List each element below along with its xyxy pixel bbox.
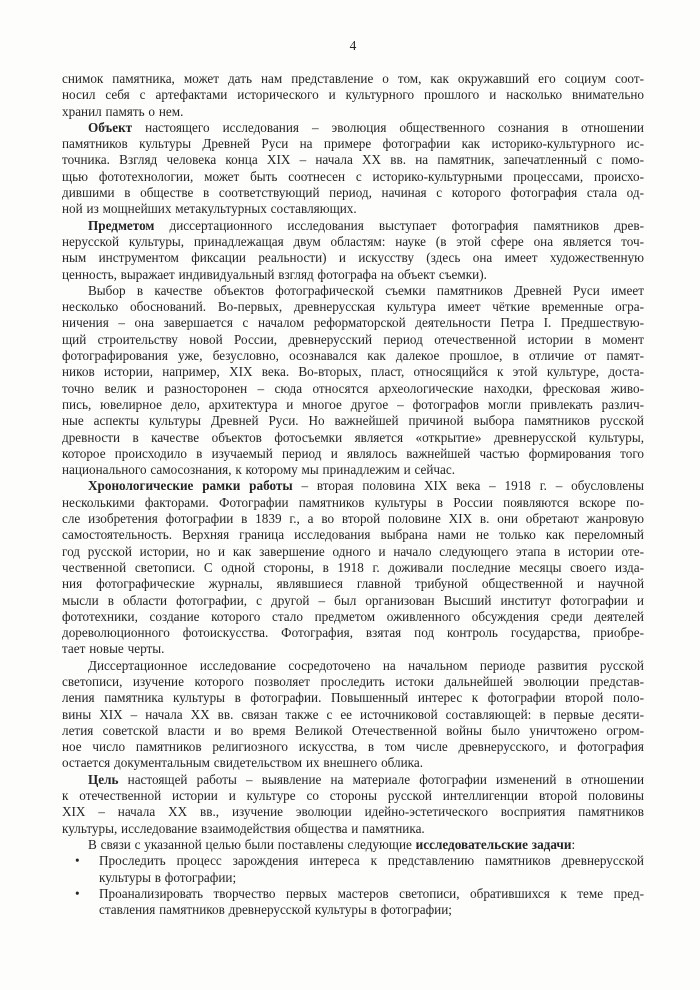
text-line: вины XIX – начала XX вв. связан также с ее источниковой составляющей: в первые десяти- (62, 706, 644, 722)
text-line: ной из мощнейших метакультурных составляющих. (62, 201, 357, 217)
text-line: дившими в обществе в соответствующий период, начиная с которого фотография стала од- (62, 185, 644, 201)
text-line: культуры, исследование взаимодействия общества и памятника. (62, 820, 425, 836)
text-line: Проанализировать творчество первых мастеров светописи, обратившихся к теме пред- (99, 885, 644, 901)
text-line: памятников культуры Древней Руси на примере фотографии как историко-культурного ис- (62, 136, 644, 152)
text-line: В связи с указанной целью были поставлены следующие исследовательские задачи: (88, 836, 576, 852)
paragraph (62, 283, 644, 479)
text-line: щий строительству новой России, древнерусский период отечественной истории в момент (62, 331, 644, 347)
text-line: тает новые черты. (62, 641, 165, 657)
text-line: светописи, изучение которого позволяет проследить истоки дальнейшей эволюции представ- (62, 673, 644, 689)
text-line: Диссертационное исследование сосредоточено на начальном периоде развития русской (88, 657, 644, 673)
page-number: 4 (349, 38, 357, 53)
text-line: Цель настоящей работы – выявление на материале фотографии изменений в отношении (88, 771, 644, 787)
text-line: сле изобретения фотографии в 1839 г., а во второй половине XIX в. они обретают жанровую (62, 511, 644, 527)
text-line: ставления памятников древнерусской культуры в фотографии; (99, 902, 452, 918)
text-line: снимок памятника, может дать нам представление о том, как окружавший его социум соот- (62, 71, 644, 86)
text-line: носил себя с артефактами исторического и культурного прошлого и насколько внимательно (62, 87, 644, 103)
text-line: дореволюционного фотоискусства. Фотография, взятая под контроль государства, приобре- (62, 625, 644, 641)
text-line: ления памятника культуры в фотографии. Повышенный интерес к фотографии второй поло- (62, 690, 644, 706)
text-line: Проследить процесс зарождения интереса к представлению памятников древнерусской (99, 853, 644, 869)
text-line: точника. Взгляд человека конца XIX – начала XX вв. на памятник, запечатленный с помо- (62, 152, 644, 168)
text-line: древности в качестве объектов фотосъемки является «открытие» древнерусской культуры, (62, 429, 644, 445)
text-line: Объект настоящего исследования – эволюция общественного сознания в отношении (88, 119, 644, 135)
paragraph (62, 120, 644, 218)
text-line: мысли в области фотографии, с другой – был организован Высший институт фотографии и (62, 592, 644, 608)
text-line: самостоятельность. Верхняя граница исследования выбрана нами не только как переломный (62, 527, 644, 543)
text-line: к отечественной истории и культуре со стороны русской интеллигенции второй половины (62, 788, 644, 804)
text-line: несколькими факторами. Фотографии памятников культуры в России появляются вскоре по- (62, 494, 644, 510)
text-line: ное число памятников религиозного искусства, в том числе древнерусского, и фотография (62, 739, 644, 755)
paragraph (62, 218, 644, 283)
text-line: летия советской власти и во время Великой Отечественной войны было уничтожено огром- (62, 722, 644, 738)
text-line: ным инструментом фиксации реальности) и искусству (здесь она имеет художественную (62, 250, 644, 266)
text-line: Хронологические рамки работы – вторая половина XIX века – 1918 г. – обусловлены (88, 478, 644, 494)
text-line: XIX – начала XX вв., изучение эволюции идейно-эстетического восприятия памятников (62, 804, 644, 820)
text-line: ников истории, например, XIX века. Во-вторых, пласт, относящийся к этой культуре, доста- (62, 364, 644, 380)
text-line: чественной светописи. С одной стороны, в 1918 г. доживали последние месяцы своего изда- (62, 559, 644, 575)
bullet-marker-icon: • (75, 853, 80, 869)
text-line: Выбор в качестве объектов фотографической съемки памятников Древней Руси имеет (88, 282, 644, 298)
text-line: остается документальным свидетельством их внешнего облика. (62, 755, 424, 771)
text-line: год русской истории, но и как завершение одного и начало следующего этапа в истории оте- (62, 543, 644, 559)
text-line: культуры в фотографии; (99, 869, 237, 885)
document-body (62, 71, 644, 918)
paragraph (62, 837, 644, 853)
paragraph (62, 658, 644, 772)
text-line: нерусской культуры, принадлежащая двум областям: науке (в этой сфере она является точ- (62, 233, 644, 249)
bullet-item (62, 886, 644, 919)
text-line: пись, ювелирное дело, архитектура и многое другое – фотографов могли привлекать различ- (62, 396, 644, 412)
text-line: которое происходило в изучаемый период и являлось важнейшей частью формирования того (62, 445, 644, 461)
text-line: национального самосознания, к которому мы принадлежим и сейчас. (62, 462, 456, 478)
text-line: ценность, выражает индивидуальный взгляд фотографа на объект съемки). (62, 266, 487, 282)
paragraph (62, 478, 644, 657)
paragraph (62, 772, 644, 837)
text-line: ничения – она завершается с началом реформаторской деятельности Петра I. Предшествую- (62, 315, 644, 331)
paragraph (62, 71, 644, 120)
text-line: щью фототехнологии, может быть соотнесен с историко-культурными процессами, происхо- (62, 168, 644, 184)
text-line: несколько обоснований. Во-первых, древнерусская культура имеет чёткие временные огра- (62, 299, 644, 315)
text-line: точно велик и разносторонен – сюда относятся археологические находки, фресковая живо- (62, 380, 644, 396)
bullet-marker-icon: • (75, 885, 80, 901)
text-line: фототехники, создание которого стало предметом оживленного обсуждения среди деятелей (62, 608, 644, 624)
bullet-item (62, 853, 644, 886)
text-line: хранил память о нем. (62, 103, 184, 119)
text-line: фотографирования уже, безусловно, осознавался как далекое прошлое, в отличие от памят- (62, 348, 644, 364)
text-line: ные аспекты культуры Древней Руси. Но важнейшей причиной выбора памятников русской (62, 413, 644, 429)
text-line: Предметом диссертационного исследования выступает фотография памятников древ- (88, 217, 644, 233)
text-line: ния фотографические журналы, являвшиеся главной трибуной общественной и научной (62, 576, 644, 592)
